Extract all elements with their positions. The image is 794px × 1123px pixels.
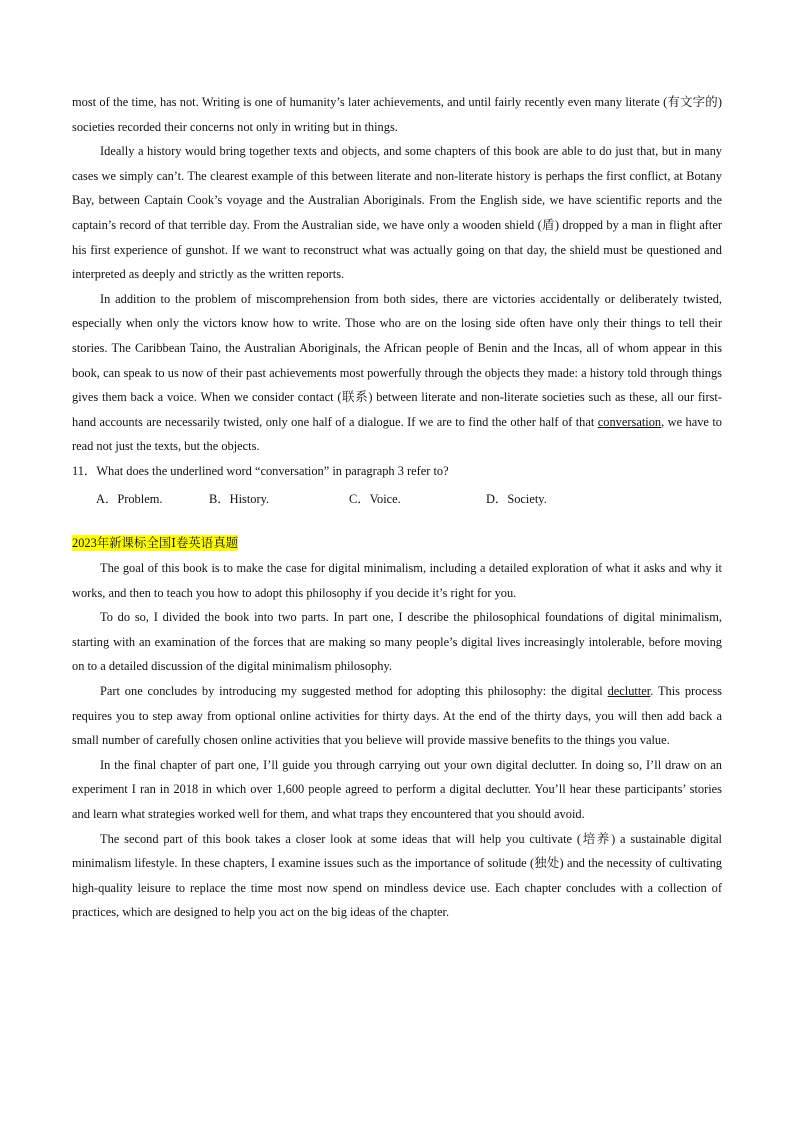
option-c: C．Voice. [349,491,401,506]
passage1-paragraph-3-text-before: In addition to the problem of miscomprehension from both sides, there are victories accidentally or deliberately twisted, especially when only the victors know how to write. Those who are on the losing side often have only their things to tell their stories. The Caribbean Taino, the Australian Aboriginals, the African people of Benin and the Incas, all of whom appear in this book, can speak to us now of their past achievements most powerfully through the objects they made: a history told through things gives them back a voice. When we consider contact (联系) between literate and non-literate societies such as these, all our first-hand accounts are necessarily twisted, only one half of a dialogue. If we are to find the other half of that [72,291,722,429]
passage2-paragraph-3-text-after: . This process requires you to step away from optional online activities for thirty days. At the end of the thirty days, you will then add back a small number of carefully chosen online activities that you believe will provide massive benefits to the things you value. [72,684,722,748]
passage2-paragraph-4: In the final chapter of part one, I’ll guide you through carrying out your own digital declutter. In doing so, I’ll draw on an experiment I ran in 2018 in which over 1,600 people agreed to perform a digital declutter. You’ll hear these participants’ stories and learn what strategies worked well for them, and what traps they encountered that you should avoid. [72,757,722,822]
option-d: D．Society. [486,491,547,506]
source-label-text: 2023年新课标全国Ⅰ卷英语真题 [72,536,238,551]
passage1-paragraph-1: most of the time, has not. Writing is one of humanity’s later achievements, and until fairly recently even many literate (有文字的) societies recorded their concerns not only in writing but in things. [72,95,722,134]
passage2-paragraph-2: To do so, I divided the book into two parts. In part one, I describe the philosophical foundations of digital minimalism, starting with an examination of the forces that are making so many people’s digital lives increasingly intolerable, before moving on to a detailed discussion of the digital minimalism philosophy. [72,610,722,674]
passage2-paragraph-3-text-before: Part one concludes by introducing my suggested method for adopting this philosophy: the digital [100,684,608,699]
source-label [72,532,722,554]
passage1-paragraph-3-text-after: , we have to read not just the texts, but the objects. [72,414,722,454]
passage2-paragraph-3 [72,679,722,753]
document-page [72,90,722,925]
question-11-options [72,487,722,512]
passage2-paragraph-1: The goal of this book is to make the case for digital minimalism, including a detailed exploration of what it asks and why it works, and then to teach you how to adopt this philosophy if you decide it’s right for you. [72,561,722,600]
question-11-stem: 11．What does the underlined word “conversation” in paragraph 3 refer to? [72,463,449,478]
option-a: A．Problem. [96,491,163,506]
passage1-paragraph-3 [72,287,722,459]
underlined-word-conversation: conversation [597,414,662,429]
option-b: B．History. [209,491,270,506]
passage2-paragraph-5: The second part of this book takes a closer look at some ideas that will help you cultivate (培养) a sustainable digital minimalism lifestyle. In these chapters, I examine issues such as the importance of solitude (独处) and the necessity of cultivating high-quality leisure to replace the time most now spend on mindless device use. Each chapter concludes with a collection of practices, which are designed to help you act on the big ideas of the chapter. [72,831,722,920]
passage1-paragraph-2: Ideally a history would bring together texts and objects, and some chapters of this book are able to do just that, but in many cases we simply can’t. The clearest example of this between literate and non-literate history is perhaps the first conflict, at Botany Bay, between Captain Cook’s voyage and the Australian Aboriginals. From the English side, we have scientific reports and the captain’s record of that terrible day. From the Australian side, we have only a wooden shield (盾) dropped by a man in flight after his first experience of gunshot. If we want to reconstruct what was actually going on that day, the shield must be questioned and interpreted as deeply and strictly as the written reports. [72,144,722,282]
underlined-word-declutter: declutter [607,684,651,699]
